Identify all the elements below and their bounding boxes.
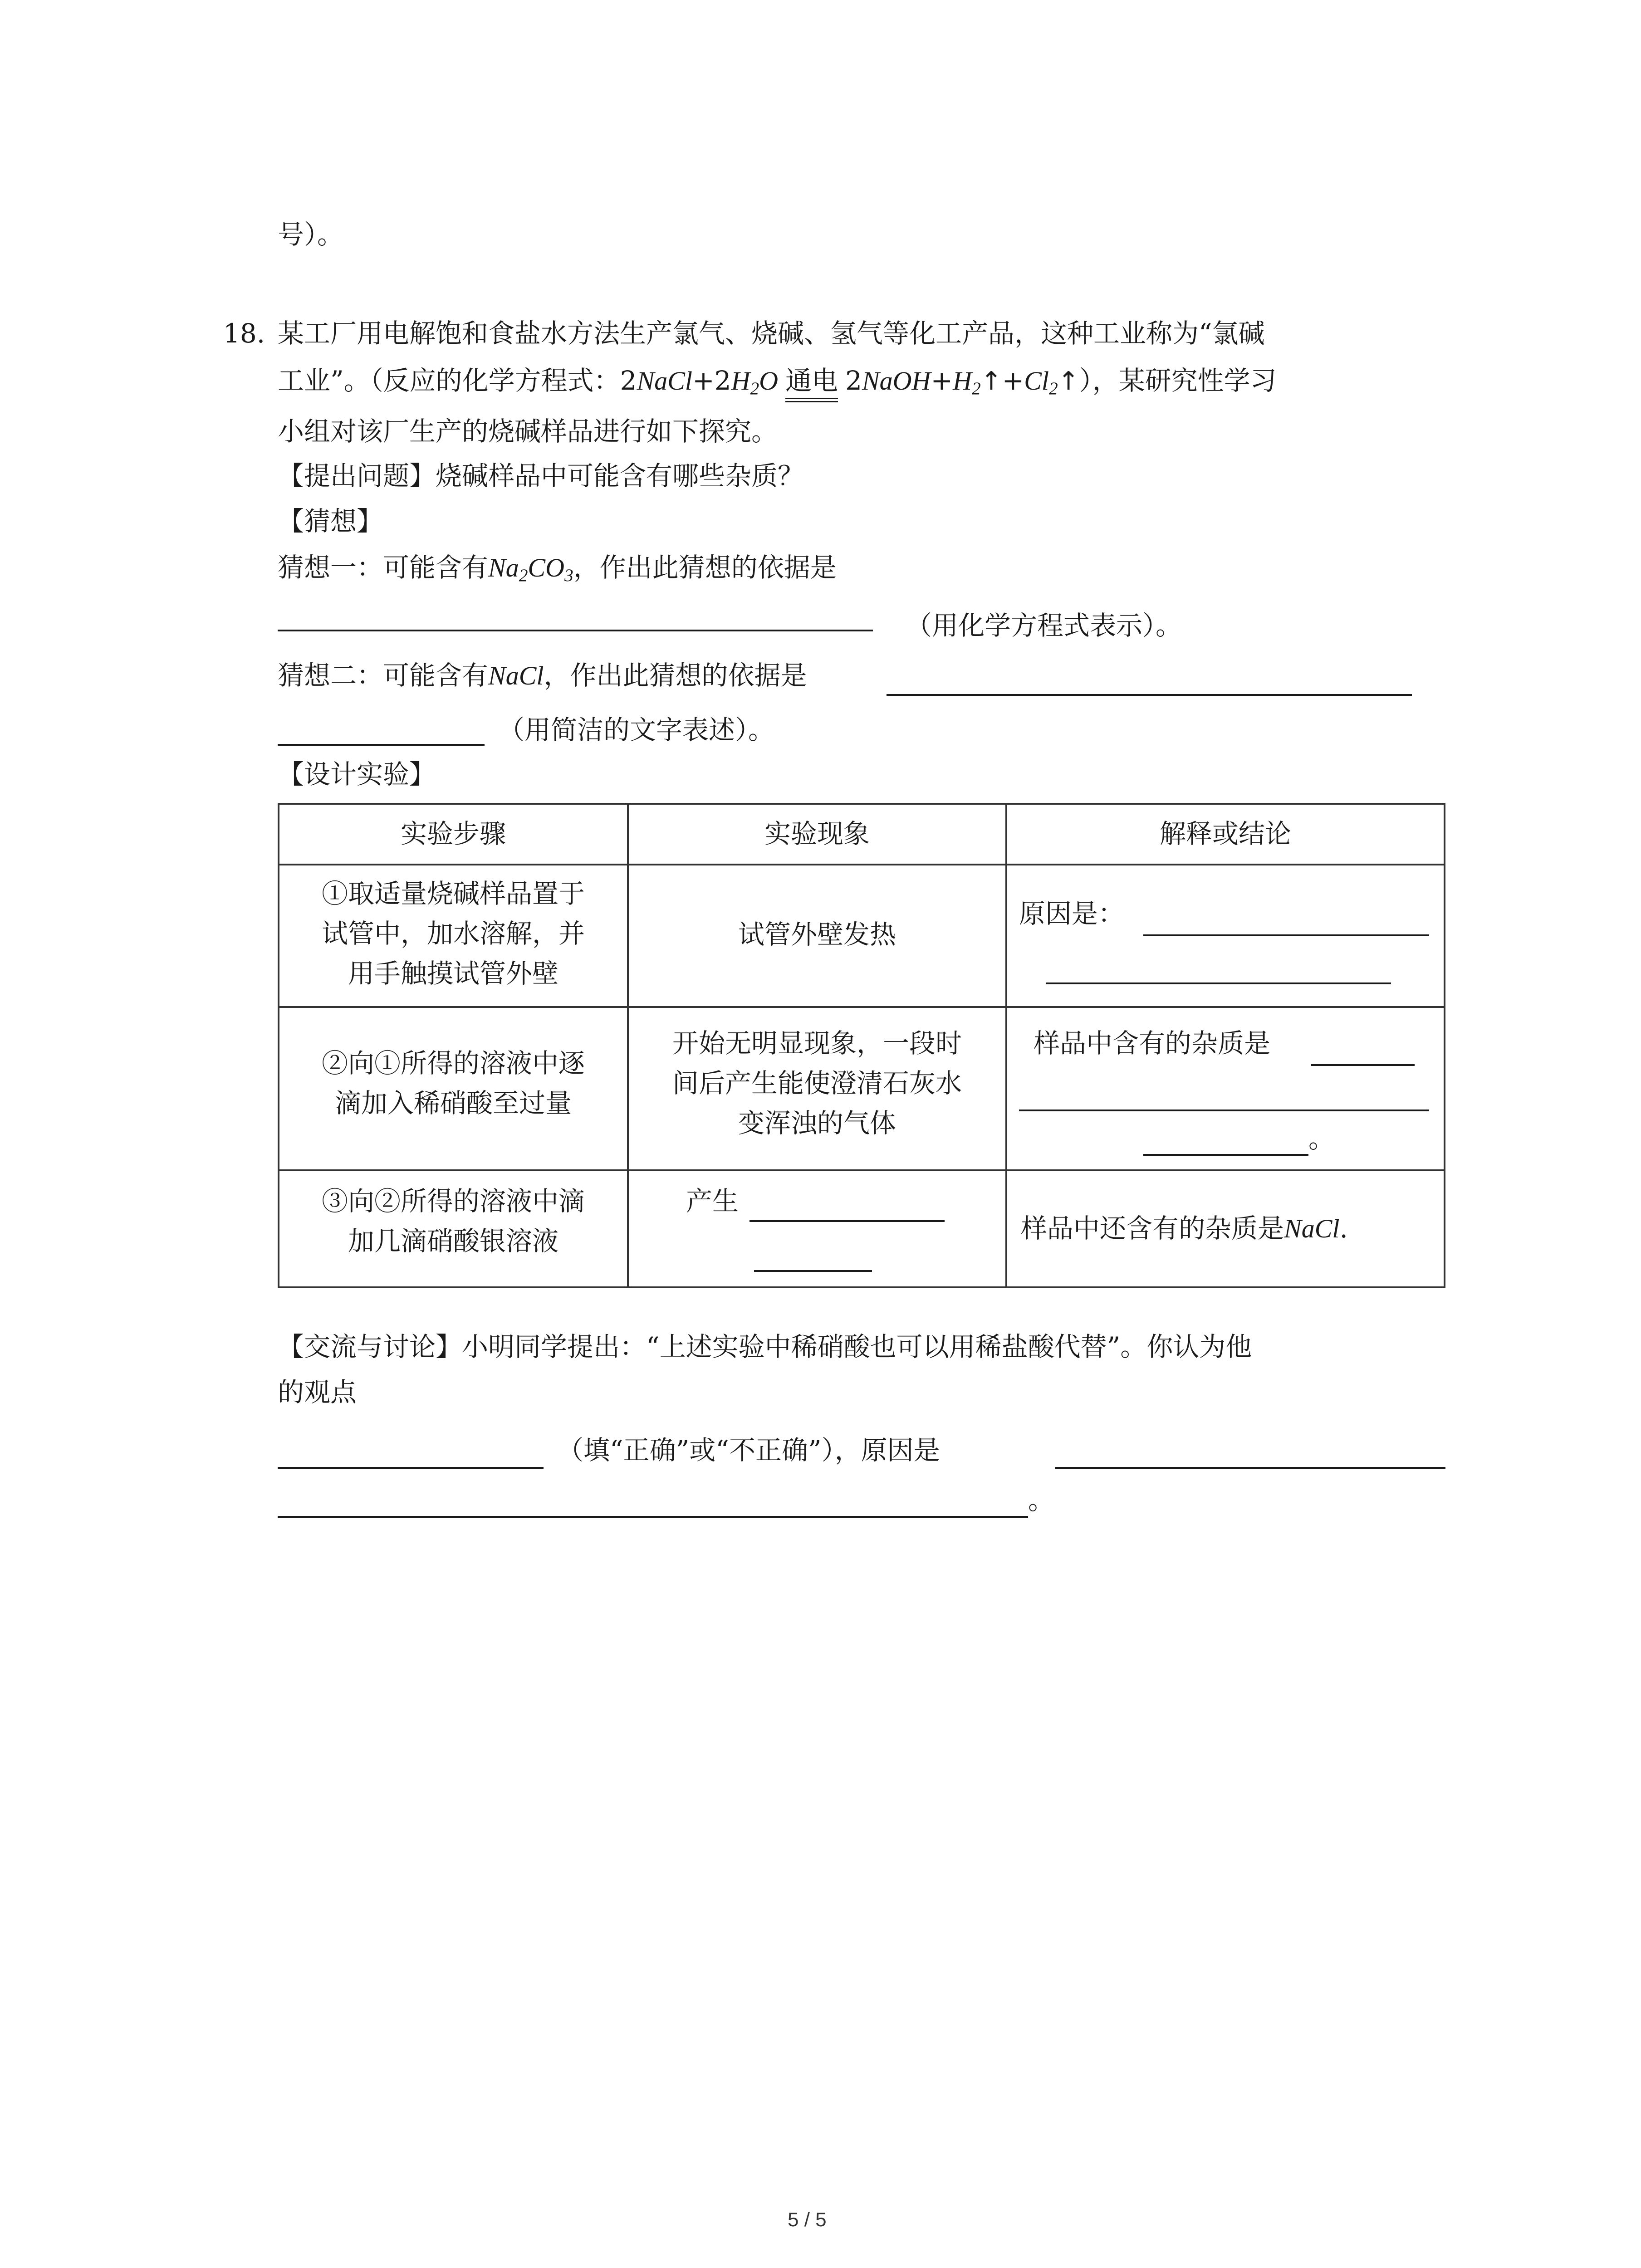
reason-answer-line-2[interactable]	[1046, 982, 1391, 984]
intro-line-3: 小组对该厂生产的烧碱样品进行如下探究。	[278, 416, 778, 447]
formula-na: Na	[488, 553, 519, 582]
top-fragment: 号）。	[278, 219, 344, 250]
table-border	[278, 1006, 1445, 1008]
eq-naoh: NaOH	[862, 366, 931, 396]
eq-plus-2: +	[931, 365, 953, 396]
table-border	[278, 803, 1445, 805]
guess-1-answer-line[interactable]	[278, 630, 873, 631]
conclusion-period: .	[1339, 1213, 1348, 1244]
table-cell-step: 试管中，加水溶解，并	[321, 918, 585, 949]
guess-1-line	[278, 552, 837, 585]
table-border	[278, 864, 1445, 865]
guess-1-prefix: 猜想一：可能含有	[278, 552, 489, 583]
conclusion-text: 样品中还含有的杂质是	[1021, 1213, 1284, 1244]
eq-condition: 通电	[785, 365, 838, 402]
eq-coef-2: 2	[845, 365, 862, 396]
table-border	[1005, 803, 1007, 1288]
question-number: 18.	[223, 318, 265, 349]
eq-o: O	[759, 366, 779, 396]
eq-h2-sub: 2	[971, 378, 981, 398]
guess-header: 【猜想】	[278, 506, 383, 537]
guess-1-tail: （用化学方程式表示）。	[906, 610, 1182, 641]
guess-2-suffix: ，作出此猜想的依据是	[544, 660, 807, 691]
eq-h: H	[731, 366, 750, 396]
eq-cl-sub: 2	[1049, 378, 1058, 398]
formula-co: CO	[528, 553, 564, 582]
table-cell-phenomenon: 试管外壁发热	[738, 919, 896, 950]
formula-co-sub: 3	[564, 565, 573, 585]
impurity-answer-line-3[interactable]	[1143, 1154, 1308, 1156]
table-border	[278, 1286, 1445, 1288]
gas-arrow-icon: ↑	[980, 367, 1002, 396]
table-cell-conclusion	[1021, 1208, 1348, 1249]
intro-line-2	[278, 365, 1277, 398]
table-cell-conclusion: 原因是：	[1019, 898, 1125, 929]
impurity-answer-line-1[interactable]	[1311, 1064, 1415, 1066]
table-cell-phenomenon: 开始无明显现象，一段时	[672, 1028, 962, 1059]
table-header: 解释或结论	[1159, 818, 1291, 849]
eq-plus-3: +	[1002, 365, 1024, 396]
table-cell-conclusion-end: 。	[1308, 1123, 1335, 1154]
guess-2-prefix: 猜想二：可能含有	[278, 660, 489, 691]
table-cell-step: ①取适量烧碱样品置于	[321, 878, 585, 909]
table-cell-phenomenon: 变浑浊的气体	[738, 1108, 896, 1139]
table-cell-phenomenon: 间后产生能使澄清石灰水	[672, 1068, 962, 1099]
table-cell-step: 用手触摸试管外壁	[348, 958, 558, 989]
page-number: 5 / 5	[788, 2209, 827, 2231]
design-header: 【设计实验】	[278, 759, 436, 790]
table-header: 实验步骤	[400, 818, 506, 849]
viewpoint-answer-line[interactable]	[278, 1467, 544, 1469]
discussion-line-2: 的观点	[278, 1377, 357, 1408]
eq-cl: Cl	[1024, 366, 1049, 396]
discussion-line-1: 【交流与讨论】小明同学提出：“上述实验中稀硝酸也可以用稀盐酸代替”。你认为他	[278, 1331, 1252, 1362]
guess-2-tail: （用简洁的文字表述）。	[498, 714, 775, 745]
reason-answer-line-1[interactable]	[1143, 934, 1429, 936]
table-cell-step: 滴加入稀硝酸至过量	[334, 1088, 572, 1119]
intro-line-2-prefix: 工业”。（反应的化学方程式：	[278, 365, 620, 396]
guess-2-line	[278, 662, 807, 689]
eq-coef: 2	[620, 365, 637, 396]
reason-answer-line-3[interactable]	[1055, 1467, 1445, 1469]
formula-nacl: NaCl	[1284, 1214, 1340, 1243]
reason-answer-line-4[interactable]	[278, 1516, 1028, 1518]
gas-arrow-icon: ↑	[1058, 367, 1079, 396]
eq-plus: +2	[692, 365, 731, 396]
table-header: 实验现象	[764, 818, 870, 849]
intro-line-2-suffix: ），某研究性学习	[1079, 365, 1277, 396]
equation	[620, 365, 1079, 396]
discussion-line-3-mid: （填“正确”或“不正确”），原因是	[557, 1435, 940, 1466]
question-prompt: 【提出问题】烧碱样品中可能含有哪些杂质？	[278, 460, 804, 491]
eq-h-sub: 2	[750, 378, 759, 398]
guess-2-answer-line-1[interactable]	[887, 694, 1412, 696]
formula-na-sub: 2	[519, 565, 528, 585]
guess-1-suffix: ，作出此猜想的依据是	[573, 552, 837, 583]
table-border	[1444, 803, 1445, 1288]
formula-nacl: NaCl	[488, 661, 544, 690]
table-cell-conclusion: 样品中含有的杂质是	[1034, 1028, 1271, 1059]
eq-h2: H	[953, 366, 972, 396]
table-border	[278, 1169, 1445, 1171]
table-cell-phenomenon: 产生	[686, 1186, 739, 1217]
table-cell-step: 加几滴硝酸银溶液	[348, 1226, 558, 1256]
impurity-answer-line-2[interactable]	[1019, 1110, 1429, 1111]
guess-2-answer-line-2[interactable]	[278, 744, 485, 746]
eq-nacl: NaCl	[637, 366, 693, 396]
precipitate-answer-line-1[interactable]	[749, 1220, 945, 1222]
table-cell-step: ②向①所得的溶液中逐	[321, 1048, 585, 1079]
discussion-line-4-end: 。	[1028, 1485, 1055, 1515]
intro-line-1: 某工厂用电解饱和食盐水方法生产氯气、烧碱、氢气等化工产品，这种工业称为“氯碱	[278, 318, 1265, 349]
precipitate-answer-line-2[interactable]	[754, 1270, 872, 1272]
table-cell-step: ③向②所得的溶液中滴	[321, 1186, 585, 1217]
